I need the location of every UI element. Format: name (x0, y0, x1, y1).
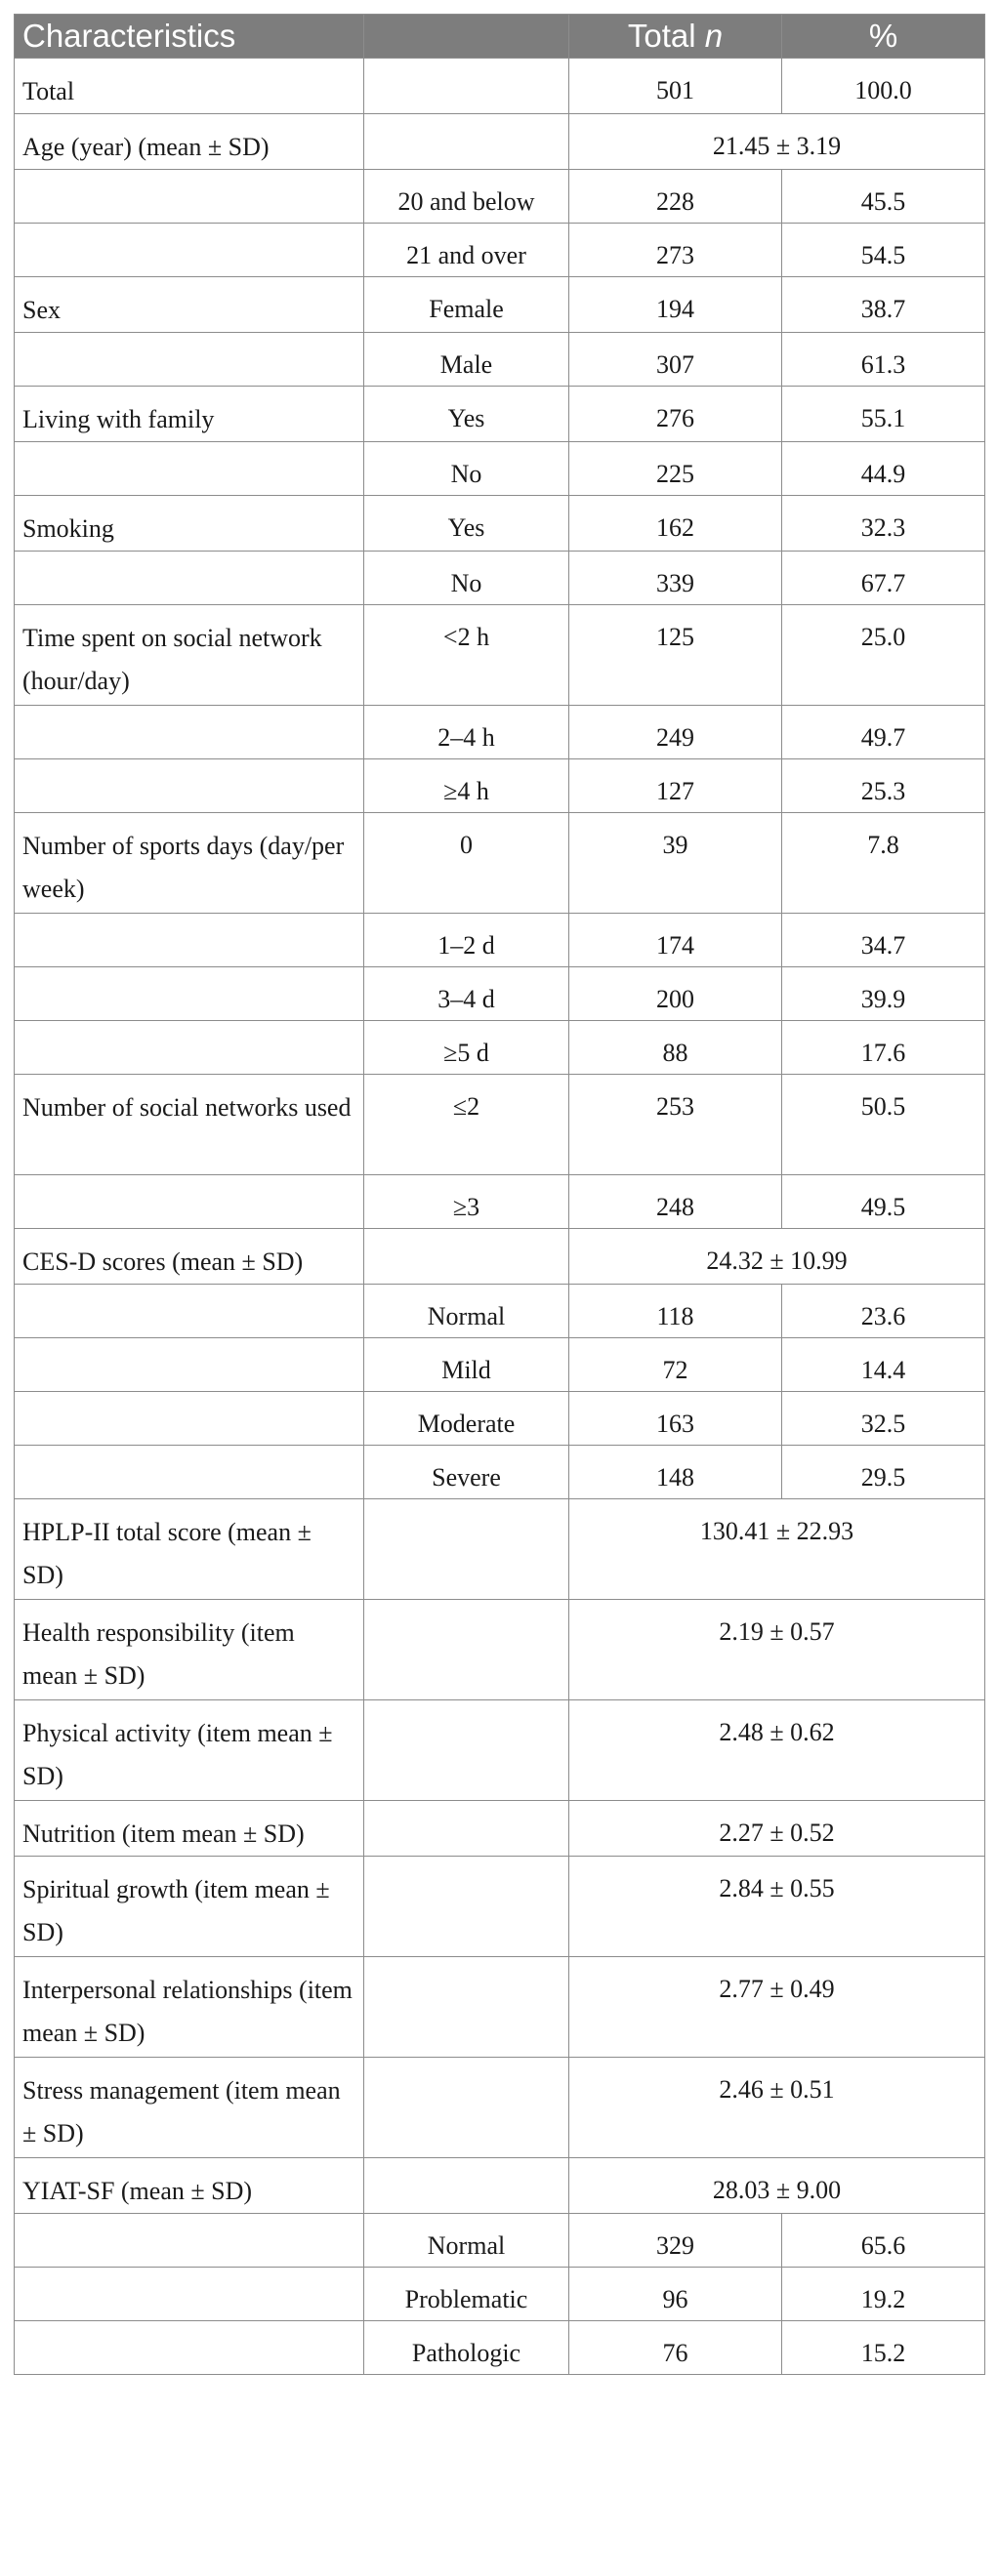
cell-total-n: 228 (569, 170, 782, 224)
table-row (15, 759, 985, 813)
table-row (15, 333, 985, 387)
cell-category: <2 h (364, 605, 569, 706)
cell-category: ≥4 h (364, 759, 569, 813)
cell-characteristic: Nutrition (item mean ± SD) (15, 1801, 364, 1857)
cell-characteristic: Sex (15, 277, 364, 333)
cell-characteristic (15, 759, 364, 813)
cell-characteristic: Time spent on social network (hour/day) (15, 605, 364, 706)
table-row (15, 2321, 985, 2375)
cell-characteristic (15, 1446, 364, 1499)
cell-category: 21 and over (364, 224, 569, 277)
cell-percent: 38.7 (782, 277, 985, 333)
table-container (14, 14, 984, 2375)
cell-percent: 44.9 (782, 442, 985, 496)
cell-total-n: 194 (569, 277, 782, 333)
table-row (15, 706, 985, 759)
cell-category (364, 59, 569, 114)
cell-total-n: 329 (569, 2214, 782, 2268)
cell-characteristic (15, 1175, 364, 1229)
cell-category: 20 and below (364, 170, 569, 224)
cell-mean-sd: 130.41 ± 22.93 (569, 1499, 985, 1600)
cell-category: 2–4 h (364, 706, 569, 759)
table-row (15, 1857, 985, 1957)
header-total-label: Total (627, 18, 696, 54)
cell-characteristic (15, 224, 364, 277)
cell-percent: 7.8 (782, 813, 985, 914)
table-row (15, 1021, 985, 1075)
cell-category: Yes (364, 496, 569, 552)
cell-characteristic: Living with family (15, 387, 364, 442)
cell-percent: 25.0 (782, 605, 985, 706)
cell-total-n: 96 (569, 2268, 782, 2321)
table-body (15, 59, 985, 2375)
cell-category (364, 1857, 569, 1957)
cell-category: Mild (364, 1338, 569, 1392)
cell-mean-sd: 2.77 ± 0.49 (569, 1957, 985, 2058)
cell-characteristic: HPLP-II total score (mean ± SD) (15, 1499, 364, 1600)
cell-mean-sd: 21.45 ± 3.19 (569, 114, 985, 170)
cell-category (364, 1700, 569, 1801)
table-row (15, 1499, 985, 1600)
cell-total-n: 118 (569, 1285, 782, 1338)
header-n-symbol: n (704, 18, 724, 54)
cell-category (364, 1957, 569, 2058)
cell-total-n: 225 (569, 442, 782, 496)
table-row (15, 387, 985, 442)
cell-characteristic (15, 170, 364, 224)
cell-total-n: 162 (569, 496, 782, 552)
cell-category: ≤2 (364, 1075, 569, 1175)
table-row (15, 1700, 985, 1801)
cell-total-n: 249 (569, 706, 782, 759)
cell-mean-sd: 2.27 ± 0.52 (569, 1801, 985, 1857)
cell-total-n: 39 (569, 813, 782, 914)
cell-category: Yes (364, 387, 569, 442)
cell-characteristic: YIAT-SF (mean ± SD) (15, 2158, 364, 2214)
cell-characteristic (15, 2214, 364, 2268)
cell-total-n: 88 (569, 1021, 782, 1075)
cell-characteristic (15, 1285, 364, 1338)
cell-percent: 32.5 (782, 1392, 985, 1446)
table-row (15, 1957, 985, 2058)
cell-total-n: 253 (569, 1075, 782, 1175)
table-row (15, 114, 985, 170)
cell-characteristic (15, 914, 364, 967)
cell-percent: 67.7 (782, 552, 985, 605)
table-row (15, 1229, 985, 1285)
table-row (15, 277, 985, 333)
cell-category (364, 1600, 569, 1700)
cell-category: Male (364, 333, 569, 387)
cell-percent: 39.9 (782, 967, 985, 1021)
cell-category: 1–2 d (364, 914, 569, 967)
cell-category: Severe (364, 1446, 569, 1499)
cell-percent: 29.5 (782, 1446, 985, 1499)
cell-category (364, 2058, 569, 2158)
cell-mean-sd: 2.46 ± 0.51 (569, 2058, 985, 2158)
header-total-n (569, 15, 782, 59)
cell-characteristic: Number of sports days (day/per week) (15, 813, 364, 914)
cell-total-n: 125 (569, 605, 782, 706)
cell-characteristic (15, 1338, 364, 1392)
cell-total-n: 248 (569, 1175, 782, 1229)
cell-percent: 34.7 (782, 914, 985, 967)
cell-percent: 49.7 (782, 706, 985, 759)
cell-percent: 100.0 (782, 59, 985, 114)
cell-characteristic (15, 2268, 364, 2321)
cell-percent: 54.5 (782, 224, 985, 277)
cell-percent: 55.1 (782, 387, 985, 442)
table-row (15, 1446, 985, 1499)
cell-percent: 49.5 (782, 1175, 985, 1229)
table-row (15, 59, 985, 114)
cell-total-n: 307 (569, 333, 782, 387)
cell-category: Normal (364, 1285, 569, 1338)
cell-mean-sd: 24.32 ± 10.99 (569, 1229, 985, 1285)
cell-total-n: 339 (569, 552, 782, 605)
cell-total-n: 276 (569, 387, 782, 442)
table-row (15, 914, 985, 967)
cell-total-n: 501 (569, 59, 782, 114)
header-blank (364, 15, 569, 59)
cell-total-n: 163 (569, 1392, 782, 1446)
cell-category: Pathologic (364, 2321, 569, 2375)
cell-category (364, 1229, 569, 1285)
table-row (15, 605, 985, 706)
cell-category: 3–4 d (364, 967, 569, 1021)
cell-characteristic (15, 2321, 364, 2375)
cell-percent: 14.4 (782, 1338, 985, 1392)
cell-category (364, 114, 569, 170)
cell-mean-sd: 2.48 ± 0.62 (569, 1700, 985, 1801)
cell-characteristic (15, 333, 364, 387)
table-row (15, 170, 985, 224)
table-header-row (15, 15, 985, 59)
table-row (15, 552, 985, 605)
cell-percent: 23.6 (782, 1285, 985, 1338)
table-row (15, 1600, 985, 1700)
cell-characteristic (15, 1392, 364, 1446)
cell-category: Problematic (364, 2268, 569, 2321)
cell-category: No (364, 442, 569, 496)
cell-category: Female (364, 277, 569, 333)
cell-mean-sd: 2.84 ± 0.55 (569, 1857, 985, 1957)
cell-characteristic (15, 967, 364, 1021)
cell-characteristic (15, 1021, 364, 1075)
cell-characteristic: Stress management (item mean ± SD) (15, 2058, 364, 2158)
cell-category (364, 2158, 569, 2214)
header-characteristics: Characteristics (15, 15, 364, 59)
table-row (15, 1285, 985, 1338)
table-row (15, 2158, 985, 2214)
table-row (15, 2058, 985, 2158)
cell-characteristic (15, 552, 364, 605)
cell-total-n: 200 (569, 967, 782, 1021)
table-row (15, 967, 985, 1021)
table-row (15, 1338, 985, 1392)
cell-characteristic: Number of social networks used (15, 1075, 364, 1175)
cell-characteristic: Total (15, 59, 364, 114)
cell-characteristic: CES-D scores (mean ± SD) (15, 1229, 364, 1285)
cell-category: ≥3 (364, 1175, 569, 1229)
cell-category: ≥5 d (364, 1021, 569, 1075)
cell-percent: 19.2 (782, 2268, 985, 2321)
cell-percent: 17.6 (782, 1021, 985, 1075)
cell-total-n: 148 (569, 1446, 782, 1499)
cell-category (364, 1801, 569, 1857)
cell-percent: 32.3 (782, 496, 985, 552)
cell-category: Moderate (364, 1392, 569, 1446)
characteristics-table (14, 14, 985, 2375)
cell-percent: 50.5 (782, 1075, 985, 1175)
table-row (15, 1075, 985, 1175)
cell-characteristic: Smoking (15, 496, 364, 552)
table-row (15, 1392, 985, 1446)
cell-characteristic: Spiritual growth (item mean ± SD) (15, 1857, 364, 1957)
cell-percent: 61.3 (782, 333, 985, 387)
table-row (15, 2268, 985, 2321)
cell-total-n: 127 (569, 759, 782, 813)
cell-characteristic: Physical activity (item mean ± SD) (15, 1700, 364, 1801)
table-row (15, 1175, 985, 1229)
cell-category: 0 (364, 813, 569, 914)
cell-total-n: 72 (569, 1338, 782, 1392)
header-percent: % (782, 15, 985, 59)
cell-total-n: 174 (569, 914, 782, 967)
cell-total-n: 76 (569, 2321, 782, 2375)
cell-category: Normal (364, 2214, 569, 2268)
table-row (15, 496, 985, 552)
cell-category: No (364, 552, 569, 605)
cell-characteristic: Interpersonal relationships (item mean ± SD) (15, 1957, 364, 2058)
cell-mean-sd: 28.03 ± 9.00 (569, 2158, 985, 2214)
cell-characteristic: Age (year) (mean ± SD) (15, 114, 364, 170)
cell-total-n: 273 (569, 224, 782, 277)
cell-percent: 65.6 (782, 2214, 985, 2268)
cell-characteristic: Health responsibility (item mean ± SD) (15, 1600, 364, 1700)
table-row (15, 224, 985, 277)
table-row (15, 442, 985, 496)
cell-mean-sd: 2.19 ± 0.57 (569, 1600, 985, 1700)
cell-percent: 45.5 (782, 170, 985, 224)
cell-characteristic (15, 442, 364, 496)
cell-category (364, 1499, 569, 1600)
table-row (15, 813, 985, 914)
table-row (15, 1801, 985, 1857)
table-row (15, 2214, 985, 2268)
cell-percent: 15.2 (782, 2321, 985, 2375)
cell-characteristic (15, 706, 364, 759)
cell-percent: 25.3 (782, 759, 985, 813)
